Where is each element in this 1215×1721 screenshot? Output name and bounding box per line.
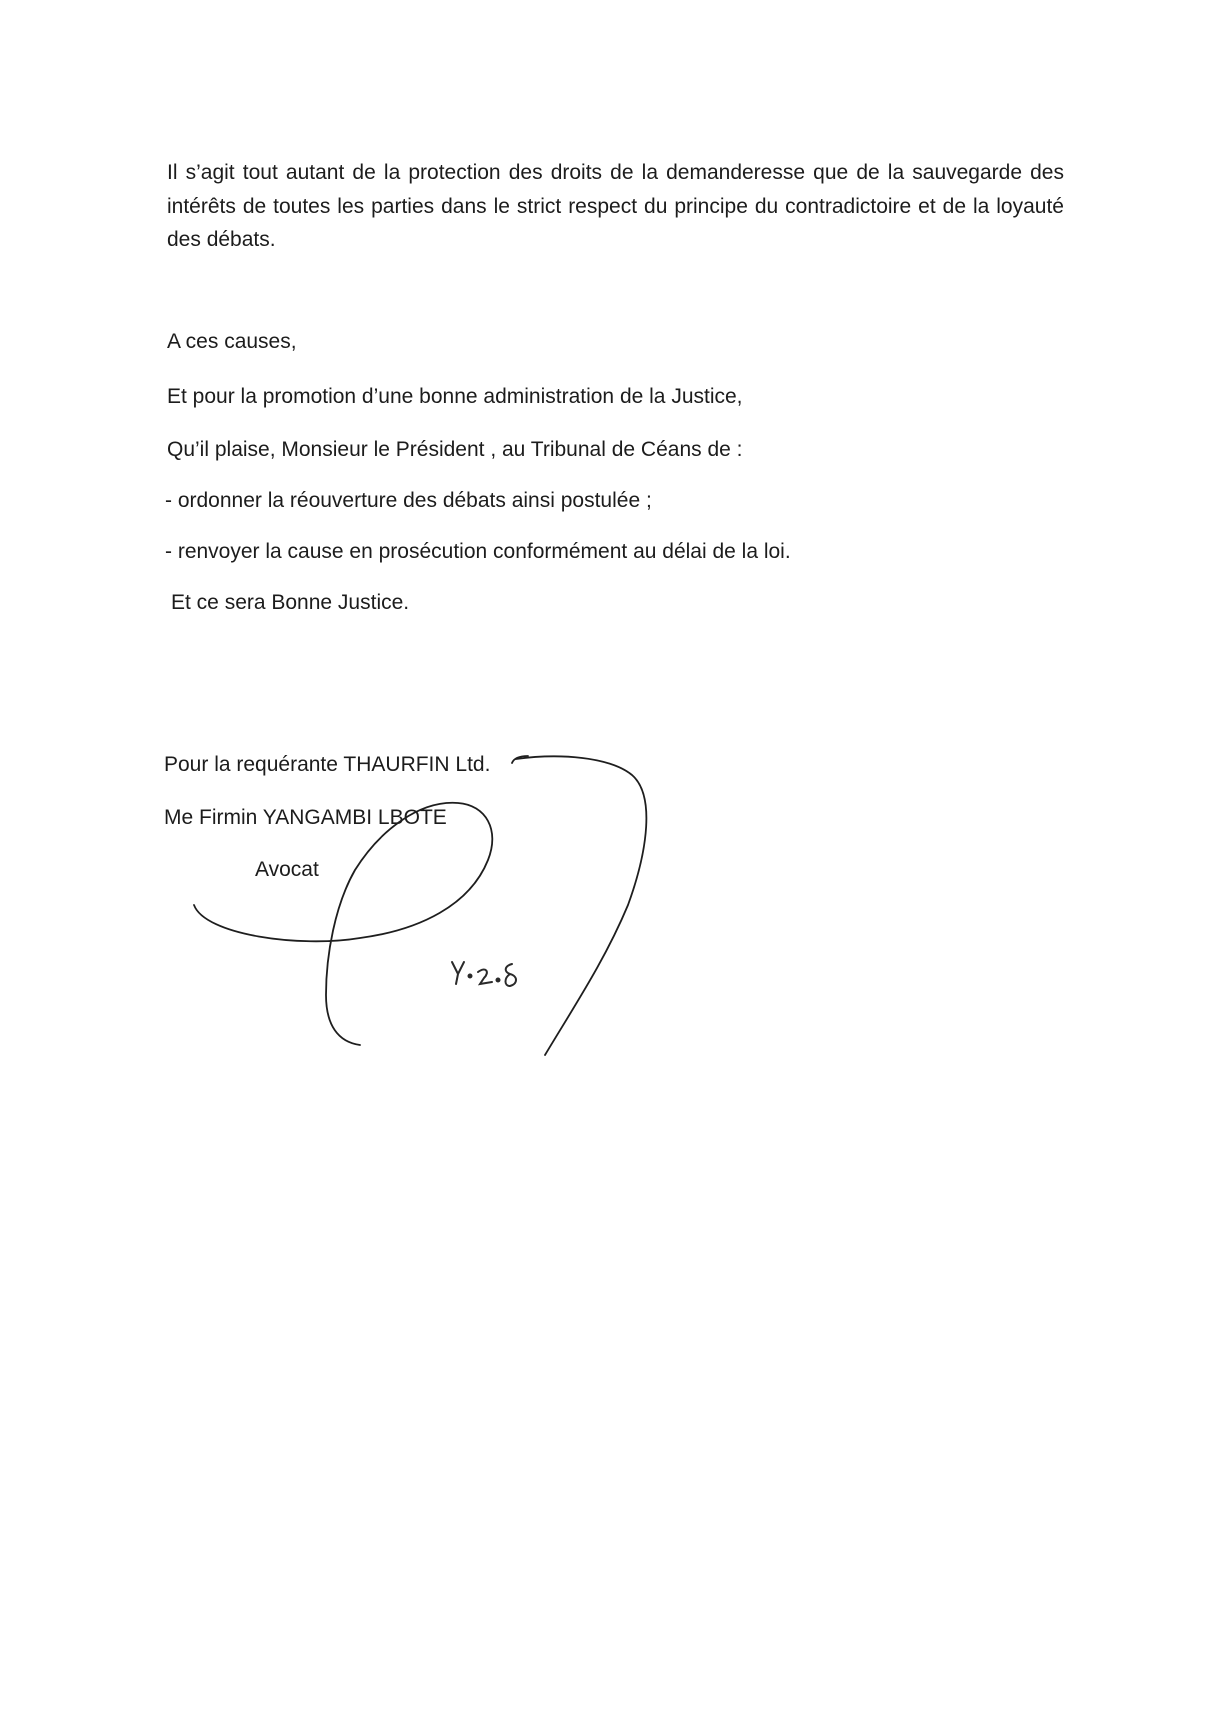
causes-line: A ces causes, — [167, 330, 297, 353]
intro-paragraph: Il s’agit tout autant de la protection des droits de la demanderesse que de la sauvegarde des intérêts de toutes les parties dans le strict respect du principe du contradictoire et de la loyauté des débats. — [167, 161, 1064, 251]
party-line: Pour la requérante THAURFIN Ltd. — [164, 753, 491, 776]
lawyer-name: Me Firmin YANGAMBI LBOTE — [164, 806, 447, 829]
lawyer-title: Avocat — [255, 858, 319, 881]
plaise-line: Qu’il plaise, Monsieur le Président , au Tribunal de Céans de : — [167, 438, 743, 461]
promotion-line: Et pour la promotion d’une bonne administration de la Justice, — [167, 385, 743, 408]
closing-line: Et ce sera Bonne Justice. — [171, 591, 410, 614]
request-line-2: - renvoyer la cause en prosécution conformément au délai de la loi. — [165, 540, 791, 563]
request-line-1: - ordonner la réouverture des débats ainsi postulée ; — [165, 489, 652, 512]
